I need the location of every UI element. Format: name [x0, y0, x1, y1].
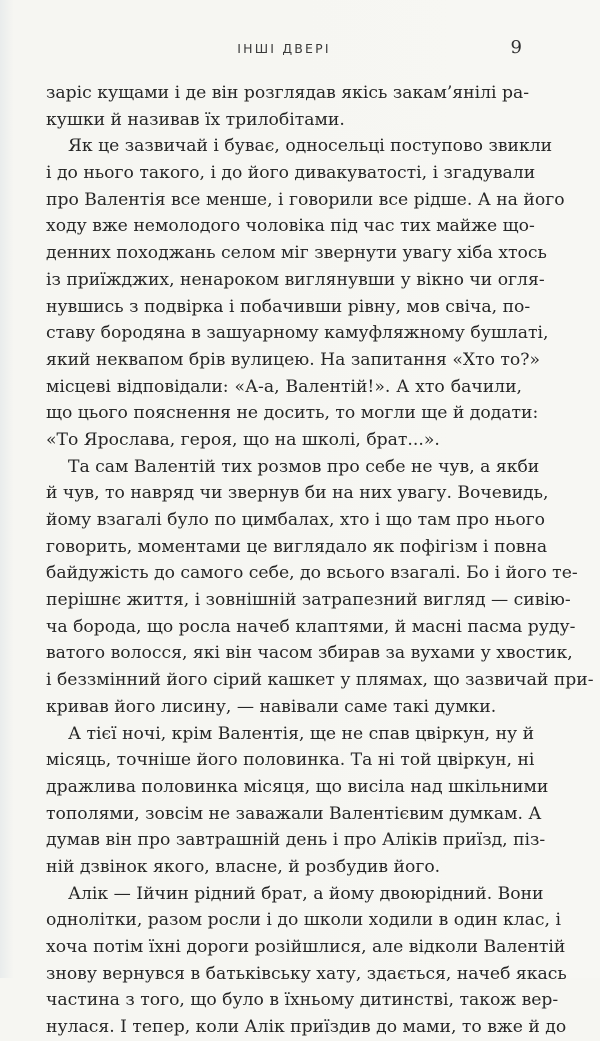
text-line: частина з того, що було в їхньому дитинстві, також вер-: [46, 990, 559, 1011]
text-line: ній дзвінок якого, власне, й розбудив його.: [46, 856, 441, 877]
text-line: нулася. І тепер, коли Алік приїздив до мами, то вже й до: [46, 1017, 567, 1038]
text-line: що цього пояснення не досить, то могли ще й додати:: [46, 403, 539, 424]
text-line: ватого волосся, які він часом збирав за вухами у хвостик,: [46, 643, 573, 664]
text-line: ча борода, що росла начеб клаптями, й масні пасма руду-: [46, 616, 576, 637]
text-line: заріс кущами і де він розглядав якісь закам’янілі ра-: [46, 83, 530, 103]
text-line: думав він про завтрашній день і про Аліків приїзд, піз-: [46, 830, 546, 851]
text-line: говорить, моментами це виглядало як пофігізм і повна: [46, 536, 548, 557]
text-line: із приїжджих, ненароком виглянувши у вікно чи огля-: [46, 269, 545, 290]
text-line: байдужість до самого себе, до всього взагалі. Бо і його те-: [46, 563, 578, 584]
page-header: [46, 37, 522, 60]
text-line: і до нього такого, і до його дивакуватості, і згадували: [46, 163, 536, 184]
text-line: «То Ярослава, героя, що на школі, брат...».: [46, 429, 440, 450]
text-line: тополями, зовсім не заважали Валентієвим думкам. А: [46, 803, 542, 824]
text-line: й чув, то навряд чи звернув би на них увагу. Вочевидь,: [46, 483, 549, 504]
text-line: Та сам Валентій тих розмов про себе не чув, а якби: [68, 456, 540, 477]
text-line: йому взагалі було по цимбалах, хто і що там про нього: [46, 510, 546, 530]
text-line: хоча потім їхні дороги розійшлися, але відколи Валентій: [46, 937, 566, 957]
text-line: денних походжань селом міг звернути увагу хіба хтось: [46, 243, 547, 264]
text-line: який неквапом брів вулицею. На запитання «Хто то?»: [46, 349, 541, 370]
text-line: кушки й називав їх трилобітами.: [46, 109, 345, 130]
text-line: знову вернувся в батьківську хату, здається, начеб якась: [46, 963, 567, 984]
text-line: А тієї ночі, крім Валентія, ще не спав цвіркун, ну й: [68, 723, 535, 744]
text-line: Як це зазвичай і буває, односельці поступово звикли: [68, 136, 553, 157]
text-line: однолітки, разом росли і до школи ходили в один клас, і: [46, 910, 561, 931]
text-line: дражлива половинка місяця, що висіла над шкільними: [46, 776, 549, 797]
text-line: місцеві відповідали: «А-а, Валентій!». А хто бачили,: [46, 376, 522, 397]
text-line: місяць, точніше його половинка. Та ні той цвіркун, ні: [46, 750, 535, 771]
text-line: Алік — Ійчин рідний брат, а йому двоюрідний. Вони: [68, 883, 544, 904]
text-line: перішнє життя, і зовнішній затрапезний вигляд — сивію-: [46, 590, 571, 611]
text-line: нувшись з подвірка і побачивши рівну, мов свіча, по-: [46, 296, 531, 317]
text-line: ходу вже немолодого чоловіка під час тих майже що-: [46, 216, 535, 237]
body-text: [46, 80, 594, 1041]
text-line: про Валентія все менше, і говорили все рідше. А на його: [46, 189, 565, 210]
running-title: ІНШІ ДВЕРІ: [237, 41, 331, 56]
page-number: 9: [510, 37, 522, 58]
text-line: і беззмінний його сірий кашкет у плямах, що зазвичай при-: [46, 670, 594, 691]
text-line: ставу бородяна в зашуарному камуфляжному бушлаті,: [46, 323, 549, 344]
text-line: кривав його лисину, — навівали саме такі думки.: [46, 696, 497, 717]
